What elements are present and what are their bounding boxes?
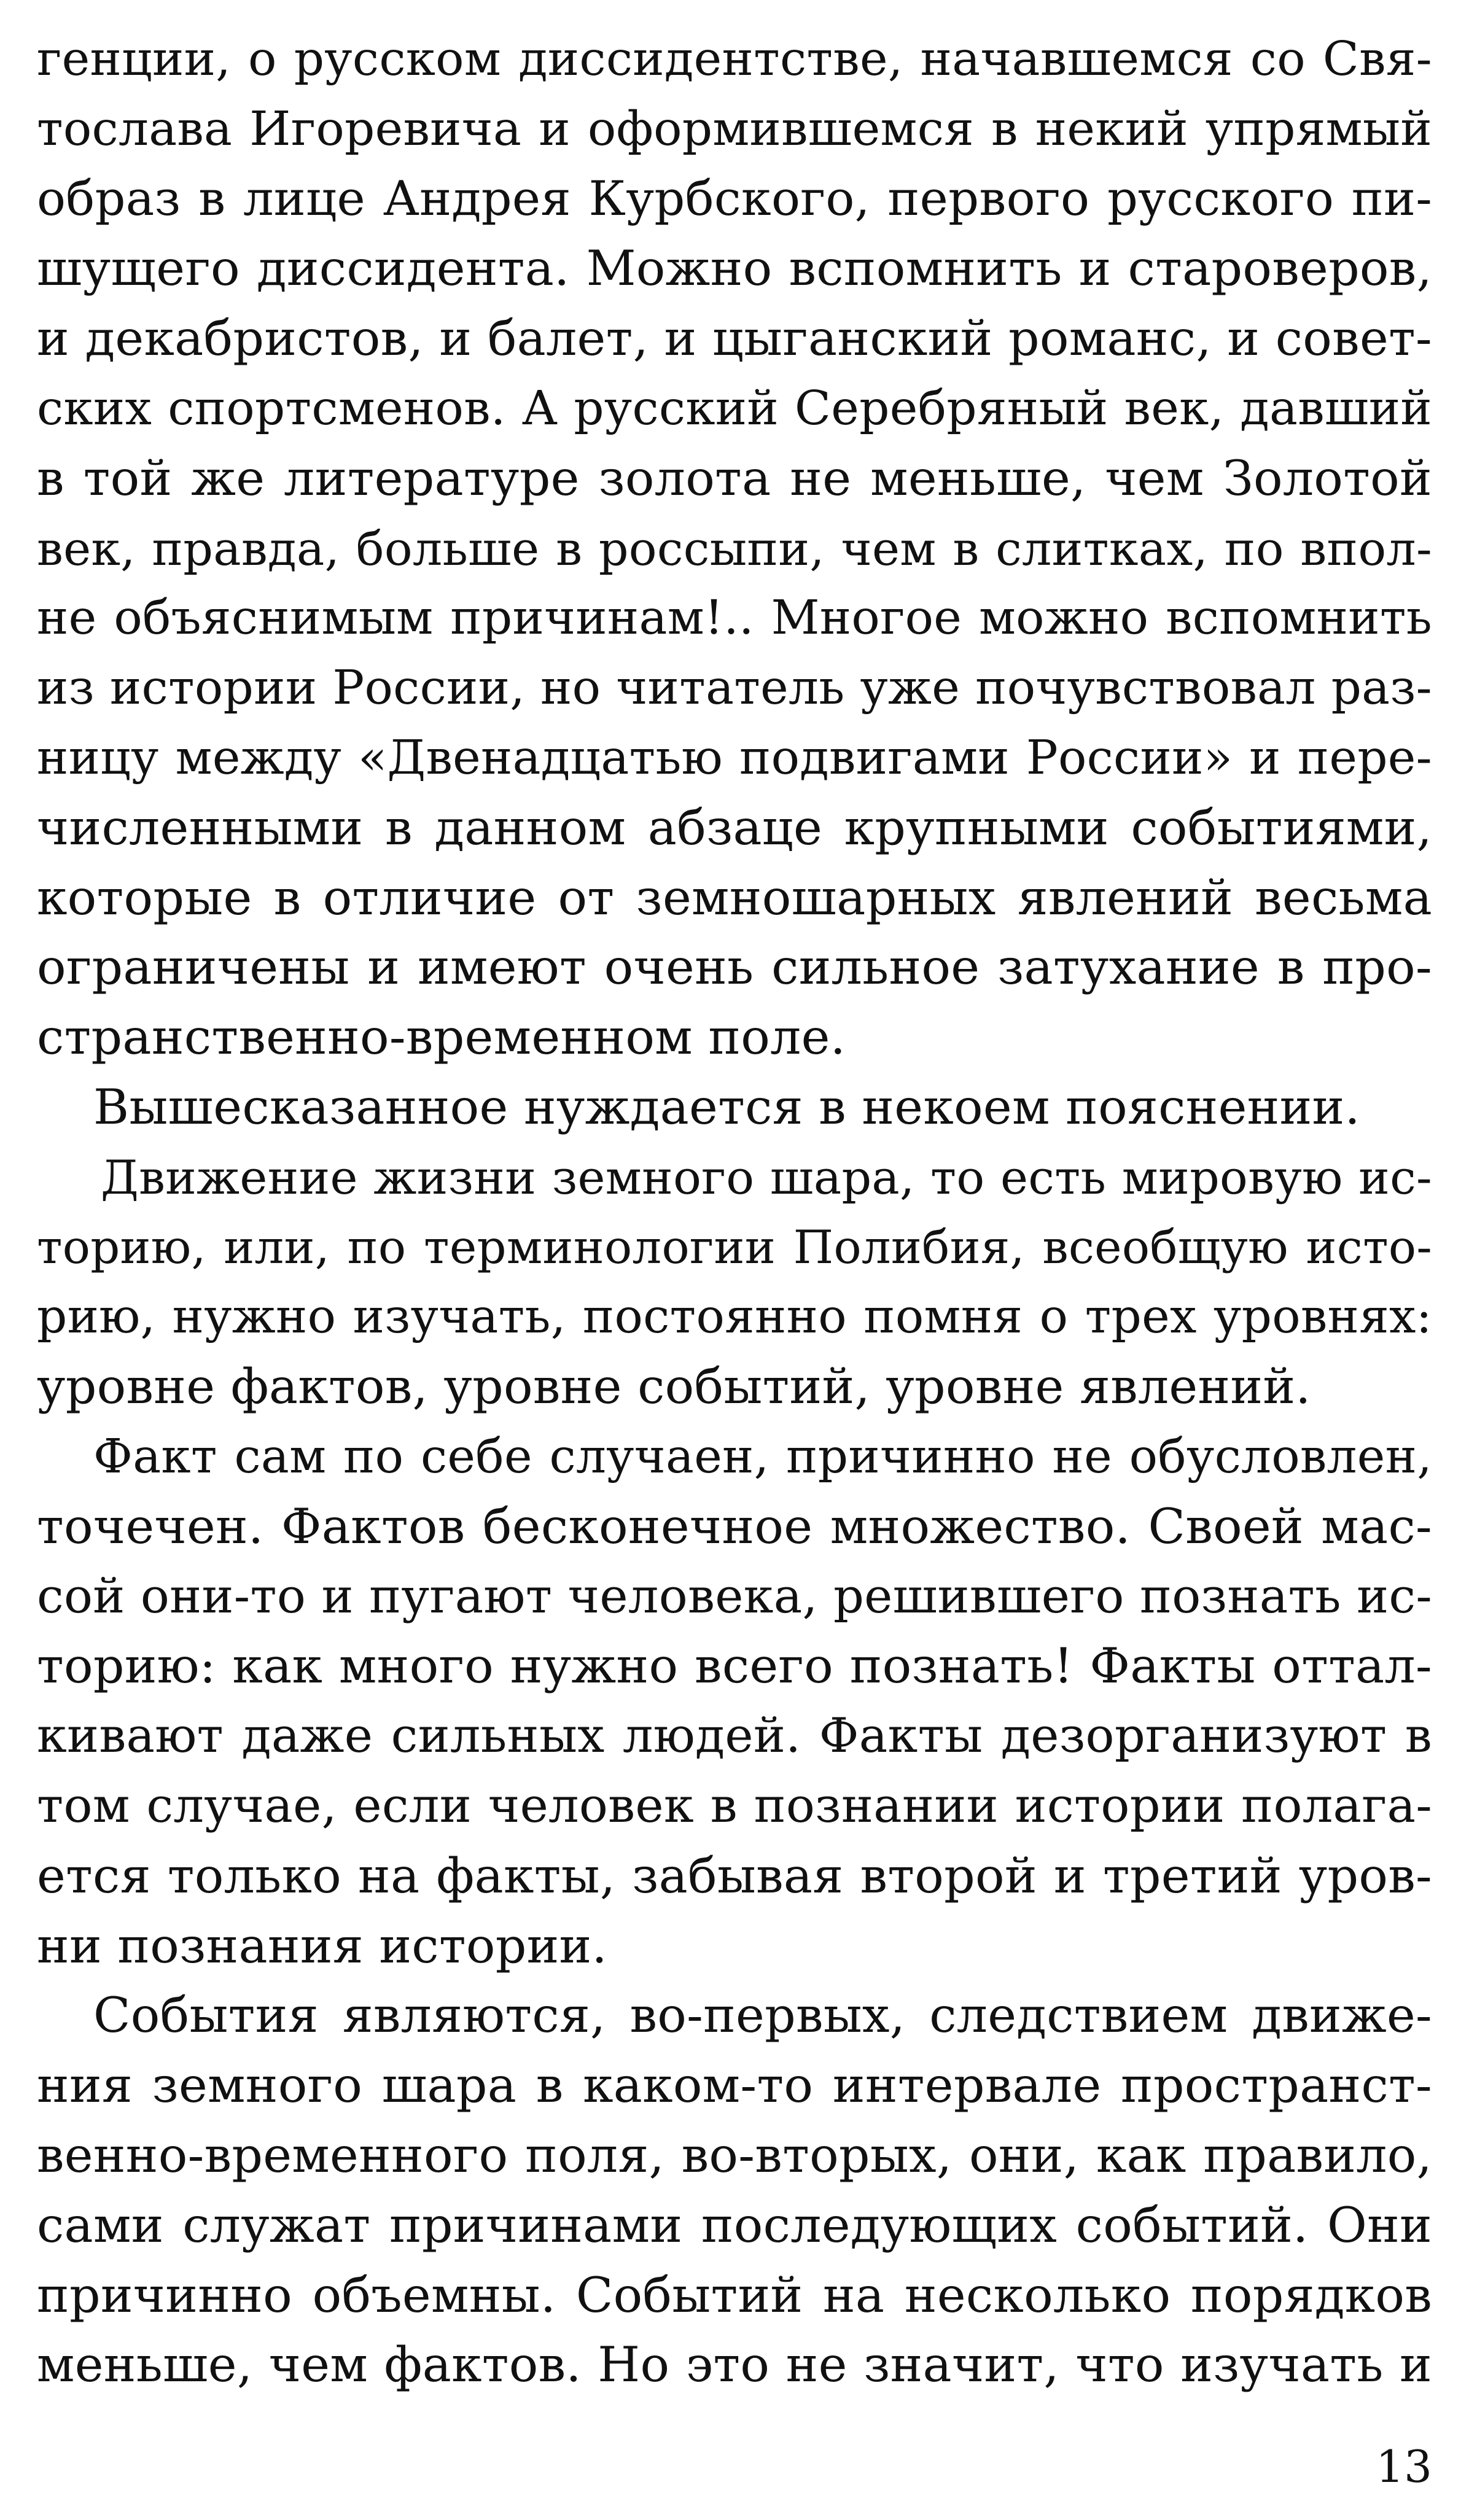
text-line: образ в лице Андрея Курбского, первого русского пи- [37, 171, 1432, 227]
text-line: венно-временного поля, во-вторых, они, как правило, [37, 2126, 1432, 2184]
text-line: странственно-временном поле. [37, 1009, 846, 1066]
text-line: Вышесказанное нуждается в некоем пояснении. [93, 1078, 1360, 1135]
text-line: не объяснимым причинам!.. Многое можно вспомнить [37, 591, 1432, 646]
text-line: ни познания истории. [37, 1917, 607, 1974]
text-line: ется только на факты, забывая второй и третий уров- [37, 1847, 1432, 1904]
text-line: торию: как много нужно всего познать! Факты оттал- [37, 1638, 1432, 1695]
text-line: кивают даже сильных людей. Факты дезорганизуют в [37, 1708, 1432, 1764]
text-line: меньше, чем фактов. Но это не значит, что изучать и [37, 2336, 1432, 2394]
text-line: причинно объемны. Событий на несколько порядков [37, 2266, 1432, 2324]
text-line: генции, о русском диссидентстве, начавшемся со Свя- [37, 32, 1432, 87]
text-line: События являются, во-первых, следствием движе- [93, 1987, 1432, 2044]
text-line: из истории России, но читатель уже почувствовал раз- [37, 661, 1432, 716]
text-line: шущего диссидента. Можно вспомнить и староверов, [37, 240, 1432, 297]
text-line: рию, нужно изучать, постоянно помня о трех уровнях: [37, 1289, 1432, 1345]
text-line: ограничены и имеют очень сильное затухание в про- [37, 939, 1432, 996]
text-line: сами служат причинами последующих событий. Они [37, 2196, 1432, 2254]
text-line: том случае, если человек в познании истории полага- [37, 1778, 1432, 1834]
text-line: численными в данном абзаце крупными событиями, [37, 799, 1432, 856]
text-line: торию, или, по терминологии Полибия, всеобщую исто- [37, 1219, 1432, 1274]
text-line: в той же литературе золота не меньше, чем Золотой [37, 449, 1432, 507]
text-line: которые в отличие от земношарных явлений весьма [37, 869, 1432, 926]
text-line: ницу между «Двенадцатью подвигами России» и пере- [37, 730, 1432, 785]
text-line: уровне фактов, уровне событий, уровне явлений. [37, 1358, 1311, 1415]
text-line: Движение жизни земного шара, то есть мировую ис- [101, 1149, 1432, 1205]
text-line: сой они-то и пугают человека, решившего познать ис- [37, 1568, 1432, 1624]
page-number: 13 [1376, 2441, 1432, 2492]
text-line: ских спортсменов. А русский Серебряный век, давший [37, 381, 1432, 436]
text-line: век, правда, больше в россыпи, чем в слитках, по впол- [37, 521, 1432, 576]
text-line: ния земного шара в каком-то интервале пространст- [37, 2057, 1432, 2114]
text-line: точечен. Фактов бесконечное множество. Своей мас- [37, 1498, 1432, 1555]
text-line: Факт сам по себе случаен, причинно не обусловлен, [93, 1429, 1432, 1484]
text-line: и декабристов, и балет, и цыганский романс, и совет- [37, 310, 1432, 367]
body-text [37, 25, 1432, 2400]
text-line: тослава Игоревича и оформившемся в некий упрямый [37, 101, 1432, 157]
